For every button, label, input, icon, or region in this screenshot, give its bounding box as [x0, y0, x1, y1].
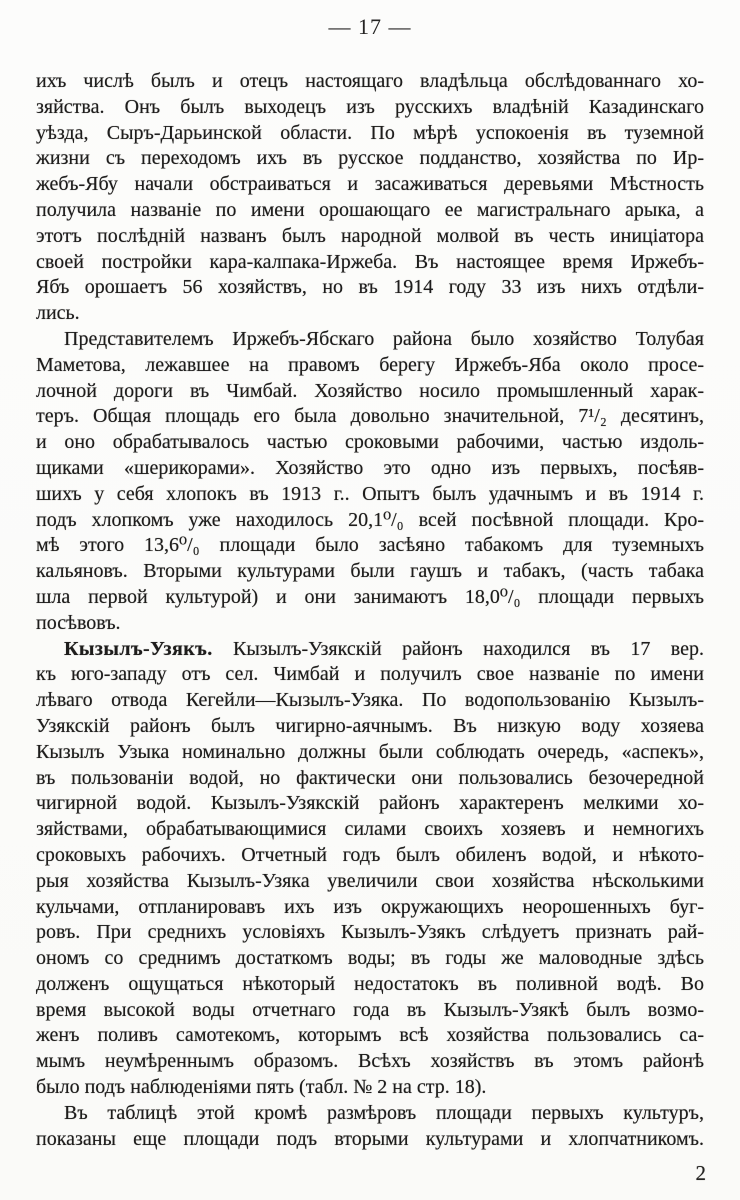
text-line: Кызылъ Узыка номинально должны были соблюдать очередь, «аспекъ», — [36, 740, 704, 763]
text-line: Представителемъ Иржебъ-Ябскаго района было хозяйство Толубая — [64, 327, 704, 350]
text-line: и оно обрабатывалось частью сроковыми рабочими, частью издоль- — [36, 431, 704, 454]
text-line: женъ поливъ самотекомъ, которымъ всѣ хозяйства пользовались са- — [36, 1024, 704, 1047]
text-line: жебъ-Ябу начали обстраиваться и засаживаться деревьями Мѣстность — [36, 173, 704, 196]
page-footer — [696, 1161, 707, 1186]
text-line: рыя хозяйства Кызылъ-Узяка увеличили свои хозяйства нѣсколькими — [36, 869, 704, 892]
text-line: кальяновъ. Вторыми культурами были гаушъ и табакъ, (часть табака — [36, 560, 704, 583]
text-line: долженъ ощущаться нѣкоторый недостатокъ въ поливной водѣ. Во — [36, 972, 704, 995]
text-line: кульчами, отпланировавъ ихъ изъ окружающихъ неорошенныхъ буг- — [36, 895, 704, 918]
paragraph — [36, 327, 704, 637]
text-line: лочной дороги въ Чимбай. Хозяйство носило промышленный харак- — [36, 379, 704, 402]
text-line: шла первой культурой) и они занимаютъ 18,0⁰/₀ площади первыхъ — [36, 585, 704, 608]
text-line: своей постройки кара-калпака-Иржеба. Въ настоящее время Иржебъ- — [36, 250, 704, 273]
text-line: ономъ со среднимъ достаткомъ воды; въ годы же маловодные здѣсь — [36, 947, 704, 970]
paragraph — [36, 637, 704, 1101]
text-line: Въ таблицѣ этой кромѣ размѣровъ площади первыхъ культуръ, — [64, 1101, 704, 1124]
text-line: жизни съ переходомъ ихъ въ русское подданство, хозяйства по Ир- — [36, 147, 704, 170]
text-line: ихъ числѣ былъ и отецъ настоящаго владѣльца обслѣдованнаго хо- — [36, 70, 704, 92]
signature-number: 2 — [695, 1161, 706, 1185]
text-line: лись. — [36, 302, 80, 325]
text-line: Маметова, лежавшее на правомъ берегу Иржебъ-Яба около просе- — [36, 353, 704, 376]
text-line: ровъ. При среднихъ условіяхъ Кызылъ-Узякъ слѣдуетъ признать рай- — [36, 921, 704, 944]
paragraph — [36, 69, 704, 327]
text-line: къ юго-западу отъ сел. Чимбай и получилъ свое названіе по имени — [36, 663, 704, 686]
text-line: зяйствами, обрабатывающимися силами своихъ хозяевъ и немногихъ — [36, 818, 704, 841]
text-line: Кызылъ-Узякъ. Кызылъ-Узякскій районъ находился въ 17 вер. — [64, 637, 704, 660]
text-line: сроковыхъ рабочихъ. Отчетный годъ былъ обиленъ водой, и нѣкото- — [36, 843, 704, 866]
text-line: время высокой воды отчетнаго года въ Кызылъ-Узякѣ былъ возмо- — [36, 998, 704, 1021]
text-line: въ пользованіи водой, но фактически они пользовались безочередной — [36, 766, 704, 789]
inline-heading: Кызылъ-Узякъ. — [64, 637, 213, 660]
text-line: посѣвовъ. — [36, 611, 121, 634]
text-line: теръ. Общая площадь его была довольно значительной, 7¹/₂ десятинъ, — [36, 405, 704, 428]
text-line: показаны еще площади подъ вторыми культурами и хлопчатникомъ. — [36, 1127, 704, 1150]
text-block — [36, 69, 704, 1152]
page-header — [0, 14, 740, 40]
text-line: щиками «шерикорами». Хозяйство это одно изъ первыхъ, посѣяв- — [36, 456, 704, 479]
text-line: шихъ у себя хлопокъ въ 1913 г.. Опытъ былъ удачнымъ и въ 1914 г. — [36, 482, 704, 505]
text-line: лѣваго отвода Кегейли—Кызылъ-Узяка. По водопользованію Кызылъ- — [36, 689, 704, 712]
text-line: Узякскій районъ былъ чигирно-аячнымъ. Въ низкую воду хозяева — [36, 714, 704, 737]
text-line: мѣ этого 13,6⁰/₀ площади было засѣяно табакомъ для туземныхъ — [36, 534, 704, 557]
text-line: было подъ наблюденіями пять (табл. № 2 на стр. 18). — [36, 1076, 487, 1099]
text-line: получила названіе по имени орошающаго ее магистральнаго арыка, а — [36, 198, 704, 221]
text-line: Ябъ орошаетъ 56 хозяйствъ, но въ 1914 году 33 изъ нихъ отдѣли- — [36, 276, 704, 299]
text-line: зяйства. Онъ былъ выходецъ изъ русскихъ владѣній Казадинскаго — [36, 95, 704, 118]
text-line: этотъ послѣдній названъ былъ народной молвой въ честь иниціатора — [36, 224, 704, 247]
text-line: мымъ неумѣреннымъ образомъ. Всѣхъ хозяйствъ въ этомъ районѣ — [36, 1050, 704, 1073]
text-line: подъ хлопкомъ уже находилось 20,1⁰/₀ всей посѣвной площади. Кро- — [36, 508, 704, 531]
text-line: уѣзда, Сыръ-Дарьинской области. По мѣрѣ успокоенія въ туземной — [36, 121, 704, 144]
page-number: — 17 — — [328, 14, 412, 39]
text-line: чигирной водой. Кызылъ-Узякскій районъ характеренъ мелкими хо- — [36, 792, 704, 815]
paragraph — [36, 1101, 704, 1153]
